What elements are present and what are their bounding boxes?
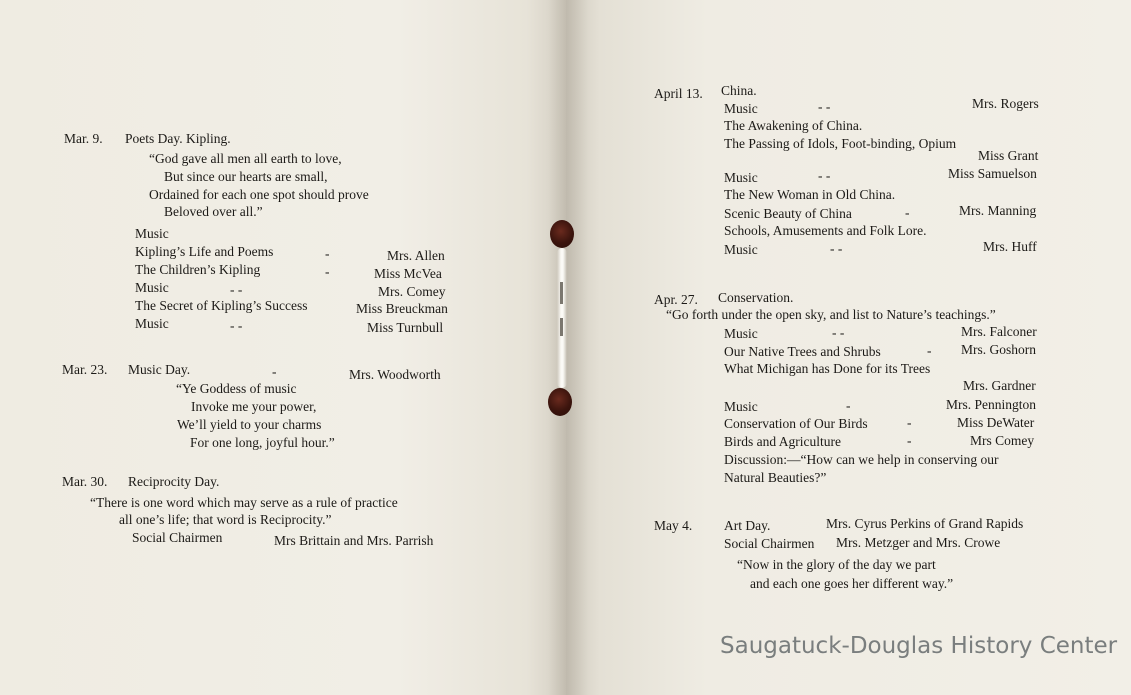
program-item-person: Miss McVea (374, 266, 442, 281)
quote-line: all one’s life; that word is Reciprocity.” (119, 512, 332, 527)
entry-heading: Reciprocity Day. (128, 474, 220, 489)
program-item-person: Mrs. Pennington (946, 397, 1037, 412)
quote-line: “Now in the glory of the day we part (737, 557, 936, 572)
program-item-person: Miss Grant (978, 148, 1039, 163)
program-item-person: Miss Breuckman (356, 301, 448, 316)
entry-person: Mrs. Cyrus Perkins of Grand Rapids (826, 516, 1024, 531)
entry-date: April 13. (654, 86, 703, 101)
poem-line: But since our hearts are small, (164, 169, 328, 184)
program-item-dash: - (927, 343, 932, 358)
social-chairmen-label: Social Chairmen (132, 530, 223, 545)
social-chairmen-names: Mrs Brittain and Mrs. Parrish (274, 533, 434, 548)
program-item-title: Birds and Agriculture (724, 434, 841, 449)
program-item-title: Music (724, 101, 758, 116)
program-item-person: Mrs. Goshorn (961, 342, 1037, 357)
program-item-dash: - - (830, 241, 843, 256)
program-item-dash: - (907, 415, 912, 430)
entry-heading: Music Day. (128, 362, 191, 377)
social-chairmen-label: Social Chairmen (724, 536, 815, 551)
program-item-person: Mrs. Huff (983, 239, 1037, 254)
discussion-line: Natural Beauties?” (724, 470, 827, 485)
program-item-person: Mrs. Comey (378, 284, 446, 299)
entry-date: Apr. 27. (654, 292, 698, 307)
program-item-title: What Michigan has Done for its Trees (724, 361, 931, 376)
program-item-dash: - (905, 205, 910, 220)
quote-line: and each one goes her different way.” (750, 576, 954, 591)
program-item-title: The New Woman in Old China. (724, 187, 896, 202)
entry-person: Mrs. Woodworth (349, 367, 441, 382)
program-item-dash: - (325, 246, 330, 261)
program-item-title: Kipling’s Life and Poems (135, 244, 274, 259)
entry-date: May 4. (654, 518, 693, 533)
history-center-watermark: Saugatuck-Douglas History Center (720, 633, 1118, 659)
program-item-title: Music (135, 316, 169, 331)
social-chairmen-names: Mrs. Metzger and Mrs. Crowe (836, 535, 1001, 550)
poem-line: Ordained for each one spot should prove (149, 187, 369, 202)
program-item-dash: - - (230, 318, 243, 333)
poem-line: Invoke me your power, (191, 399, 317, 414)
poem-line: Beloved over all.” (164, 204, 263, 219)
program-item-title: Music (724, 399, 758, 414)
program-item-dash: - (325, 264, 330, 279)
program-item-title: Music (724, 242, 758, 257)
program-item-dash: - - (832, 325, 845, 340)
entry-dash: - (272, 364, 277, 379)
quote-line: “There is one word which may serve as a rule of practice (90, 495, 398, 510)
entry-date: Mar. 30. (62, 474, 108, 489)
program-item-title: Schools, Amusements and Folk Lore. (724, 223, 927, 238)
entry-date: Mar. 9. (64, 131, 103, 146)
program-item-dash: - - (818, 168, 831, 183)
program-item-title: Music (135, 280, 169, 295)
binding-stitch-top (550, 220, 574, 248)
program-item-title: Scenic Beauty of China (724, 206, 852, 221)
program-item-person: Mrs Comey (970, 433, 1035, 448)
entry-date: Mar. 23. (62, 362, 108, 377)
program-item-title: Music (724, 170, 758, 185)
program-item-person: Miss DeWater (957, 415, 1035, 430)
program-item-dash: - - (818, 99, 831, 114)
program-item-person: Mrs. Manning (959, 203, 1037, 218)
program-item-title: The Passing of Idols, Foot-binding, Opium (724, 136, 957, 151)
program-item-person: Mrs. Gardner (963, 378, 1036, 393)
program-item-title: Conservation of Our Birds (724, 416, 868, 431)
program-item-dash: - (907, 433, 912, 448)
book-gutter (548, 0, 588, 695)
entry-heading: Poets Day. Kipling. (125, 131, 231, 146)
program-item-person: Mrs. Rogers (972, 96, 1039, 111)
program-item-person: Miss Turnbull (367, 320, 444, 335)
program-item-title: Our Native Trees and Shrubs (724, 344, 881, 359)
poem-line: For one long, joyful hour.” (190, 435, 335, 450)
thread-stitch-mark (560, 318, 563, 336)
thread-stitch-mark (560, 282, 563, 304)
program-item-dash: - (846, 398, 851, 413)
discussion-line: Discussion:—“How can we help in conserving our (724, 452, 999, 467)
poem-line: We’ll yield to your charms (177, 417, 322, 432)
program-item-person: Mrs. Allen (387, 248, 445, 263)
entry-heading: Conservation. (718, 290, 794, 305)
program-item-title: Music (135, 226, 169, 241)
poem-line: “Ye Goddess of music (176, 381, 297, 396)
entry-heading: China. (721, 83, 757, 98)
program-item-title: The Awakening of China. (724, 118, 863, 133)
quote-line: “Go forth under the open sky, and list to Nature’s teachings.” (666, 307, 996, 322)
program-item-title: The Secret of Kipling’s Success (135, 298, 308, 313)
poem-line: “God gave all men all earth to love, (149, 151, 342, 166)
program-item-dash: - - (230, 282, 243, 297)
entry-heading: Art Day. (724, 518, 771, 533)
program-item-person: Miss Samuelson (948, 166, 1037, 181)
program-item-title: The Children’s Kipling (135, 262, 261, 277)
program-item-title: Music (724, 326, 758, 341)
program-item-person: Mrs. Falconer (961, 324, 1037, 339)
binding-stitch-bottom (548, 388, 572, 416)
